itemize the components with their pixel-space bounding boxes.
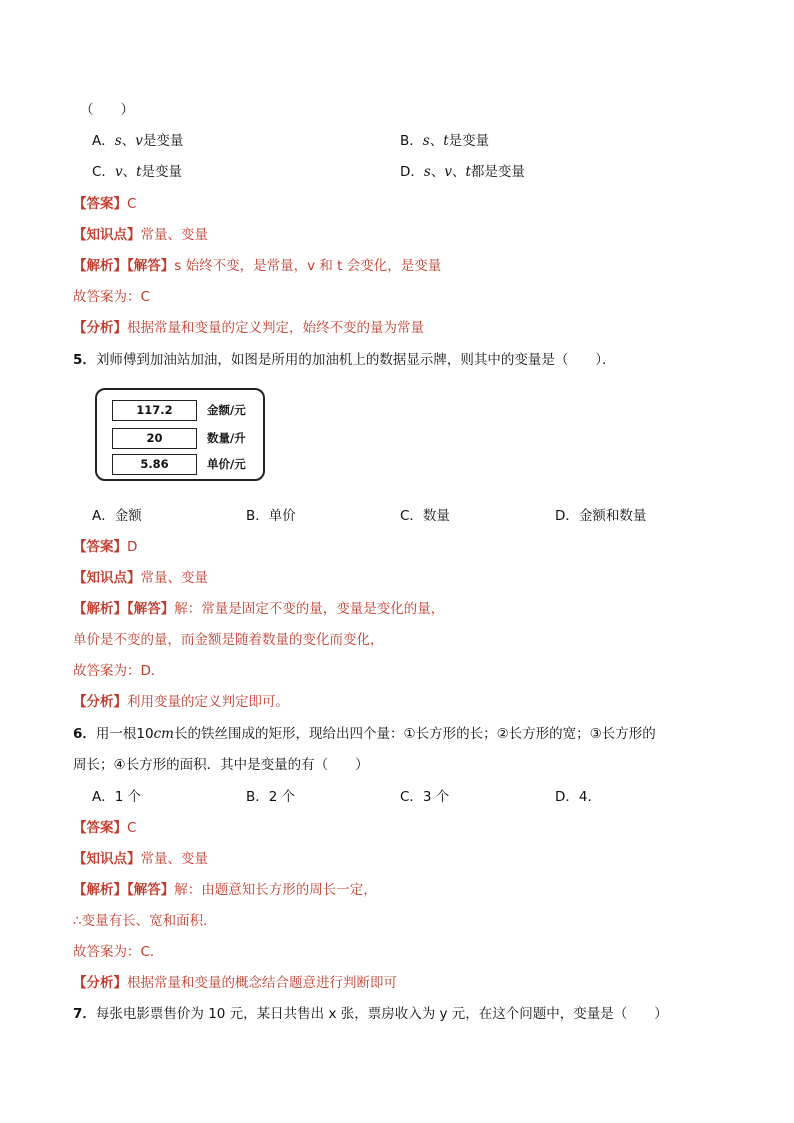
- q5-option-a: A．金额: [92, 508, 142, 524]
- q5-fenxi: 【分析】利用变量的定义判定即可。: [73, 694, 289, 710]
- q6-option-c: C．3 个: [400, 789, 450, 805]
- q5-stem: 5．刘师傅到加油站加油，如图是所用的加油机上的数据显示牌，则其中的变量是（ ）．: [73, 352, 616, 368]
- q5-analysis: 【解析】【解答】解：常量是固定不变的量，变量是变化的量，: [73, 601, 445, 617]
- q6-fenxi: 【分析】根据常量和变量的概念结合题意进行判断即可: [73, 975, 397, 991]
- q4-analysis: 【解析】【解答】s 始终不变，是常量，v 和 t 会变化，是变量: [73, 258, 442, 274]
- q4-answer: 【答案】C: [73, 196, 137, 212]
- q4-option-c: C．v、t是变量: [92, 164, 183, 180]
- q5-knowledge-point: 【知识点】常量、变量: [73, 570, 208, 586]
- q5-option-d: D．金额和数量: [555, 508, 647, 524]
- q4-option-b: B．s、t是变量: [400, 133, 490, 149]
- q4-conclusion: 故答案为：C: [73, 289, 150, 305]
- display-label-amount: 金额/元: [207, 403, 246, 417]
- q4-option-a: A．s、v是变量: [92, 133, 184, 149]
- fuel-pump-display: [95, 388, 265, 481]
- q6-answer: 【答案】C: [73, 820, 137, 836]
- q4-knowledge-point: 【知识点】常量、变量: [73, 227, 208, 243]
- q6-analysis-line2: ∴变量有长、宽和面积．: [73, 913, 217, 929]
- q7-stem: 7．每张电影票售价为 10 元，某日共售出 x 张，票房收入为 y 元，在这个问题中，变量是（ ）: [73, 1006, 668, 1022]
- q5-option-b: B．单价: [246, 508, 296, 524]
- q6-conclusion: 故答案为：C．: [73, 944, 164, 960]
- q6-stem-line2: 周长；④长方形的面积．其中是变量的有（ ）: [73, 757, 369, 773]
- q6-option-a: A．1 个: [92, 789, 142, 805]
- q6-stem: 6．用一根10cm长的铁丝围成的矩形，现给出四个量：①长方形的长；②长方形的宽；③长方形的: [73, 726, 656, 742]
- q6-option-b: B．2 个: [246, 789, 296, 805]
- q6-analysis: 【解析】【解答】解：由题意知长方形的周长一定，: [73, 882, 377, 898]
- q5-option-c: C．数量: [400, 508, 450, 524]
- q5-conclusion: 故答案为：D．: [73, 663, 165, 679]
- q5-answer: 【答案】D: [73, 539, 138, 555]
- display-value-quantity: 20: [112, 428, 197, 449]
- q6-option-d: D．4.: [555, 789, 592, 805]
- q5-analysis-line2: 单价是不变的量，而金额是随着数量的变化而变化，: [73, 632, 384, 648]
- q4-fenxi: 【分析】根据常量和变量的定义判定，始终不变的量为常量: [73, 320, 424, 336]
- q6-knowledge-point: 【知识点】常量、变量: [73, 851, 208, 867]
- q4-paren: （ ）: [80, 102, 134, 118]
- display-value-amount: 117.2: [112, 400, 197, 421]
- display-label-unit-price: 单价/元: [207, 457, 246, 471]
- q4-option-d: D．s、v、t都是变量: [400, 164, 525, 180]
- display-label-quantity: 数量/升: [207, 431, 246, 445]
- display-value-unit-price: 5.86: [112, 454, 197, 475]
